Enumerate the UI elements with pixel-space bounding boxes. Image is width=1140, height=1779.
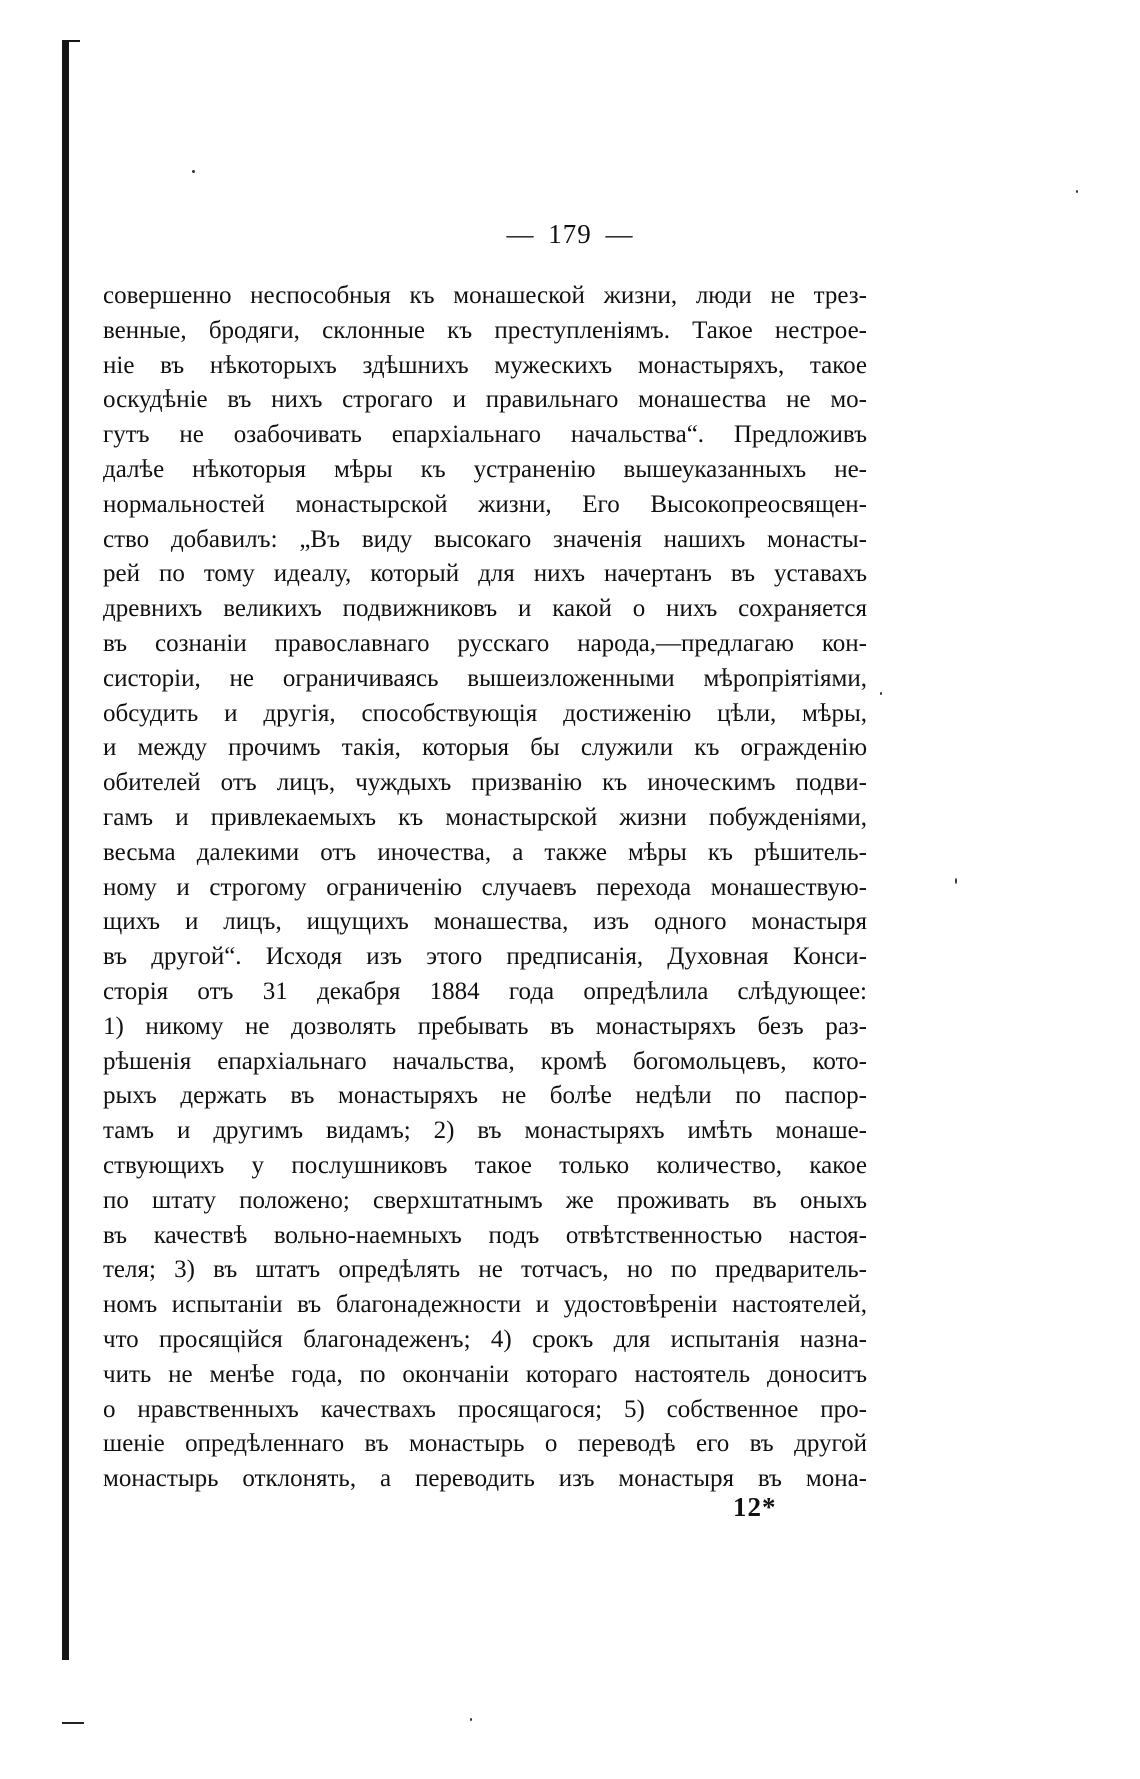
speck	[880, 692, 882, 695]
text-line: что просящійся благонадеженъ; 4) срокъ для испытанія назна-	[103, 1325, 867, 1353]
text-line: по штату положено; сверхштатнымъ же проживать въ оныхъ	[103, 1186, 867, 1214]
text-line: номъ испытаніи въ благонадежности и удостовѣреніи настоятелей,	[103, 1291, 867, 1319]
text-line: монастырь отклонять, а переводить изъ монастыря въ мона-	[103, 1465, 867, 1493]
text-line: ному и строгому ограниченію случаевъ перехода монашествую-	[103, 873, 867, 901]
page-header	[0, 219, 1140, 250]
text-line: обсудить и другія, способствующія достиженію цѣли, мѣры,	[103, 699, 867, 727]
speck	[1076, 190, 1078, 193]
text-line: и между прочимъ такія, которыя бы служили къ огражденію	[103, 734, 867, 762]
text-line: тамъ и другимъ видамъ; 2) въ монастыряхъ имѣть монаше-	[103, 1117, 867, 1145]
text-line: о нравственныхъ качествахъ просящагося; 5) собственное про-	[103, 1395, 867, 1423]
speck	[192, 170, 195, 173]
binding-tick-bottom	[62, 1722, 84, 1724]
text-line: щихъ и лицъ, ищущихъ монашества, изъ одного монастыря	[103, 908, 867, 936]
body-text	[103, 279, 867, 1497]
text-line: весьма далекими отъ иночества, а также мѣры къ рѣшитель-	[103, 838, 867, 866]
text-line: теля; 3) въ штатъ опредѣлять не тотчасъ, но по предваритель-	[103, 1256, 867, 1284]
text-line: гамъ и привлекаемыхъ къ монастырской жизни побужденіями,	[103, 803, 867, 831]
text-line: въ другой“. Исходя изъ этого предписанія, Духовная Конси-	[103, 943, 867, 971]
binding-tick-top	[66, 40, 80, 42]
text-line: венные, бродяги, склонные къ преступленіямъ. Такое нестрое-	[103, 316, 867, 344]
text-line: въ качествѣ вольно-наемныхъ подъ отвѣтственностью настоя-	[103, 1221, 867, 1249]
text-line: гутъ не озабочивать епархіальнаго начальства“. Предложивъ	[103, 421, 867, 449]
text-line: далѣе нѣкоторыя мѣры къ устраненію вышеуказанныхъ не-	[103, 455, 867, 483]
text-line: древнихъ великихъ подвижниковъ и какой о нихъ сохраняется	[103, 595, 867, 623]
text-line: ство добавилъ: „Въ виду высокаго значенія нашихъ монасты-	[103, 525, 867, 553]
text-line: нормальностей монастырской жизни, Его Высокопреосвящен-	[103, 490, 867, 518]
text-line: ствующихъ у послушниковъ такое только количество, какое	[103, 1151, 867, 1179]
text-line: въ сознаніи православнаго русскаго народа,—предлагаю кон-	[103, 629, 867, 657]
text-line: совершенно неспособныя къ монашеской жизни, люди не трез-	[103, 282, 867, 309]
text-line: ніе въ нѣкоторыхъ здѣшнихъ мужескихъ монастыряхъ, такое	[103, 351, 867, 379]
header-dash-left: —	[506, 219, 535, 249]
text-line: оскудѣніе въ нихъ строгаго и правильнаго монашества не мо-	[103, 386, 867, 414]
text-line: обителей отъ лицъ, чуждыхъ призванію къ иноческимъ подви-	[103, 769, 867, 797]
speck	[955, 878, 957, 884]
binding-edge	[62, 40, 69, 1660]
speck	[470, 1718, 472, 1721]
page-number: 179	[548, 219, 592, 249]
text-line: 1) никому не дозволять пребывать въ монастыряхъ безъ раз-	[103, 1012, 867, 1040]
text-line: чить не менѣе года, по окончаніи котораго настоятель доноситъ	[103, 1360, 867, 1388]
text-line: шеніе опредѣленнаго въ монастырь о переводѣ его въ другой	[103, 1430, 867, 1458]
text-line: рѣшенія епархіальнаго начальства, кромѣ богомольцевъ, кото-	[103, 1047, 867, 1075]
text-line: рыхъ держать въ монастыряхъ не болѣе недѣли по паспор-	[103, 1082, 867, 1110]
text-line: сторія отъ 31 декабря 1884 года опредѣлила слѣдующее:	[103, 977, 867, 1005]
text-line: систоріи, не ограничиваясь вышеизложенными мѣропріятіями,	[103, 664, 867, 692]
text-line: рей по тому идеалу, который для нихъ начертанъ въ уставахъ	[103, 560, 867, 588]
signature-mark: 12*	[733, 1492, 777, 1522]
header-dash-right: —	[605, 219, 634, 249]
